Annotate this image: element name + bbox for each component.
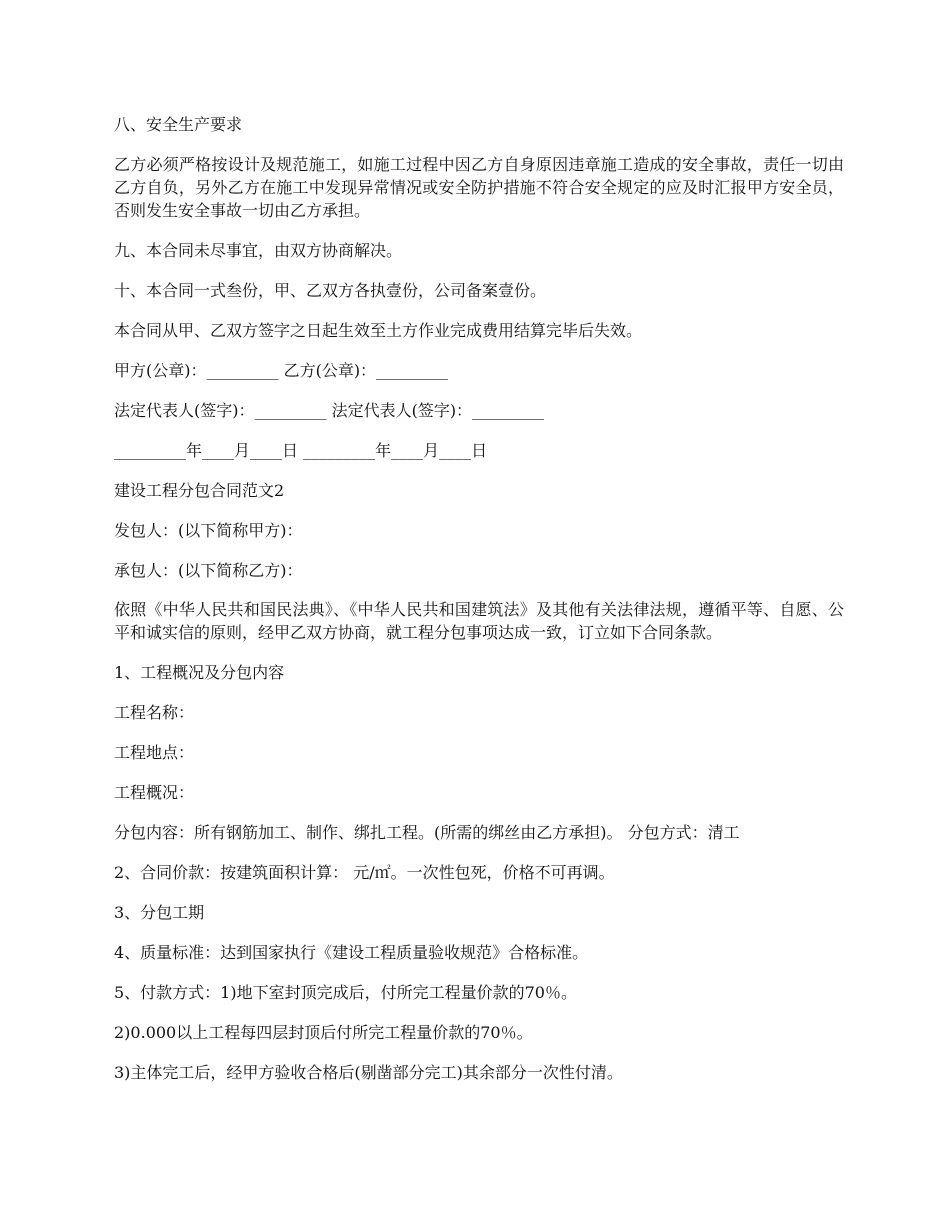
project-overview-line: 工程概况： xyxy=(114,783,195,802)
subcontract-content-line: 分包内容：所有钢筋加工、制作、绑扎工程。(所需的绑丝由乙方承担)。 分包方式：清工 xyxy=(114,823,740,842)
contract-price-line: 2、合同价款：按建筑面积计算： 元/㎡。一次性包死，价格不可再调。 xyxy=(114,863,615,882)
representative-line: 法定代表人(签字)：_________ 法定代表人(签字)：_________ xyxy=(114,401,545,420)
project-name-line: 工程名称： xyxy=(114,703,195,722)
date-line: _________年____月____日 _________年____月____日 xyxy=(114,441,488,460)
party-b-line: 承包人：(以下简称乙方)： xyxy=(114,561,303,580)
effective-clause: 本合同从甲、乙双方签字之日起生效至土方作业完成费用结算完毕后失效。 xyxy=(114,321,643,340)
clause-10: 十、本合同一式叁份，甲、乙双方各执壹份，公司备案壹份。 xyxy=(114,281,547,300)
payment-line-1: 5、付款方式：1)地下室封顶完成后，付所完工程量价款的70％。 xyxy=(114,983,577,1002)
party-a-line: 发包人：(以下简称甲方)： xyxy=(114,521,303,540)
document-title-2: 建设工程分包合同范文2 xyxy=(114,481,285,500)
clause-9: 九、本合同未尽事宜，由双方协商解决。 xyxy=(114,241,403,260)
paragraph-safety: 乙方必须严格按设计及规范施工，如施工过程中因乙方自身原因违章施工造成的安全事故，责任一切由乙方自负，另外乙方在施工中发现异常情况或安全防护措施不符合安全规定的应及时汇报甲方安全员，否则发生安全事故一切由乙方承担。 xyxy=(114,155,844,220)
section-1-heading: 1、工程概况及分包内容 xyxy=(114,663,285,682)
project-location-line: 工程地点： xyxy=(114,743,195,762)
quality-standard-line: 4、质量标准：达到国家执行《建设工程质量验收规范》合格标准。 xyxy=(114,943,589,962)
schedule-line: 3、分包工期 xyxy=(114,903,205,922)
preamble-paragraph: 依照《中华人民共和国民法典》、《中华人民共和国建筑法》及其他有关法律法规，遵循平等、自愿、公平和诚实信的原则，经甲乙双方协商，就工程分包事项达成一致，订立如下合同条款。 xyxy=(114,600,844,642)
payment-line-3: 3)主体完工后，经甲方验收合格后(剔凿部分完工)其余部分一次性付清。 xyxy=(114,1063,623,1082)
payment-line-2: 2)0.000以上工程每四层封顶后付所完工程量价款的70％。 xyxy=(114,1023,533,1042)
document-page xyxy=(114,112,844,1085)
section-heading-safety: 八、安全生产要求 xyxy=(114,115,243,134)
seal-line: 甲方(公章)：_________ 乙方(公章)：_________ xyxy=(114,361,449,380)
